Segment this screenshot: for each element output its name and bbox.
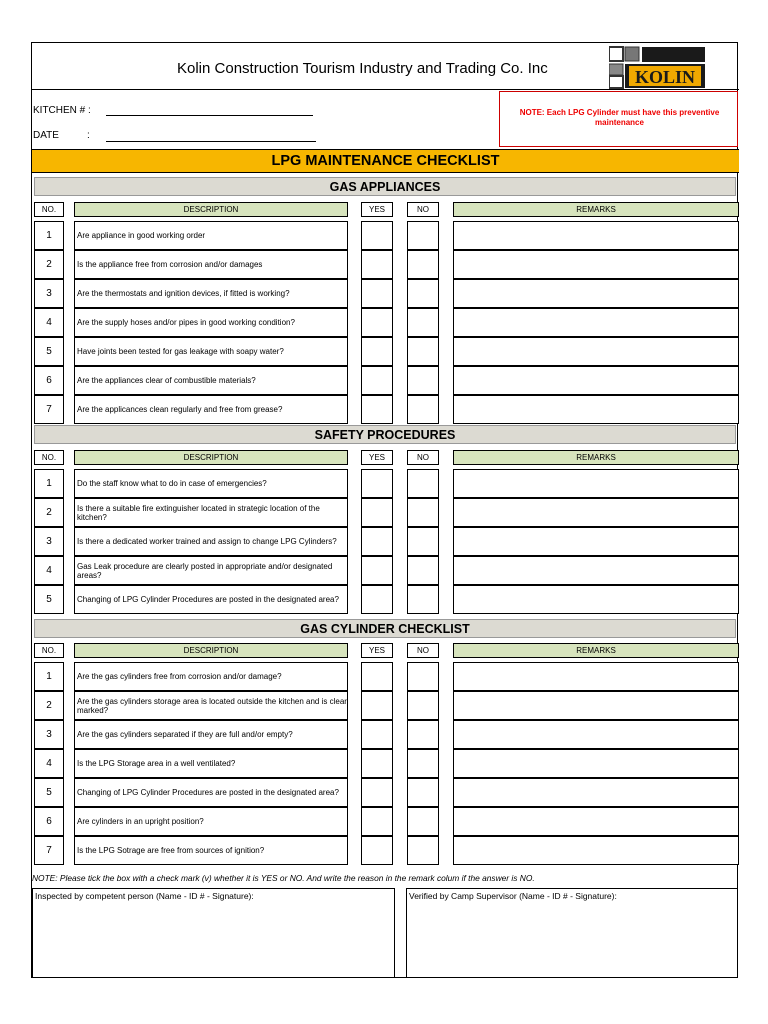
remarks-field[interactable] [453, 308, 739, 337]
row-number: 2 [34, 691, 64, 720]
no-checkbox[interactable] [407, 720, 439, 749]
remarks-field[interactable] [453, 498, 739, 527]
remarks-field[interactable] [453, 337, 739, 366]
column-header-yes: YES [361, 202, 393, 217]
no-checkbox[interactable] [407, 469, 439, 498]
row-number: 1 [34, 662, 64, 691]
kolin-logo-icon [609, 46, 705, 90]
row-number: 3 [34, 720, 64, 749]
remarks-field[interactable] [453, 749, 739, 778]
yes-checkbox[interactable] [361, 585, 393, 614]
yes-checkbox[interactable] [361, 498, 393, 527]
row-number: 4 [34, 556, 64, 585]
section-title-gas-cylinder: GAS CYLINDER CHECKLIST [34, 619, 736, 638]
no-checkbox[interactable] [407, 836, 439, 865]
section-title-gas-appliances: GAS APPLIANCES [34, 177, 736, 196]
yes-checkbox[interactable] [361, 337, 393, 366]
no-checkbox[interactable] [407, 807, 439, 836]
no-checkbox[interactable] [407, 778, 439, 807]
yes-checkbox[interactable] [361, 720, 393, 749]
no-checkbox[interactable] [407, 527, 439, 556]
no-checkbox[interactable] [407, 556, 439, 585]
yes-checkbox[interactable] [361, 308, 393, 337]
row-number: 4 [34, 749, 64, 778]
row-number: 3 [34, 527, 64, 556]
column-header-no: NO. [34, 450, 64, 465]
row-number: 2 [34, 498, 64, 527]
remarks-field[interactable] [453, 395, 739, 424]
column-header-no-answer: NO [407, 643, 439, 658]
remarks-field[interactable] [453, 585, 739, 614]
kitchen-field[interactable] [106, 115, 313, 116]
row-number: 2 [34, 250, 64, 279]
remarks-field[interactable] [453, 720, 739, 749]
row-number: 7 [34, 836, 64, 865]
date-label: DATE [33, 130, 59, 141]
row-number: 6 [34, 807, 64, 836]
remarks-field[interactable] [453, 279, 739, 308]
row-description: Changing of LPG Cylinder Procedures are posted in the designated area? [74, 585, 348, 614]
column-header-yes: YES [361, 643, 393, 658]
yes-checkbox[interactable] [361, 807, 393, 836]
verified-label: Verified by Camp Supervisor (Name - ID # - Signature): [409, 891, 617, 901]
row-number: 3 [34, 279, 64, 308]
remarks-field[interactable] [453, 527, 739, 556]
yes-checkbox[interactable] [361, 556, 393, 585]
row-number: 5 [34, 778, 64, 807]
row-description: Are the thermostats and ignition devices, if fitted is working? [74, 279, 348, 308]
company-header [32, 43, 739, 90]
row-description: Are the appliances clear of combustible materials? [74, 366, 348, 395]
row-number: 4 [34, 308, 64, 337]
inspected-signature-box[interactable] [32, 888, 395, 978]
row-number: 7 [34, 395, 64, 424]
no-checkbox[interactable] [407, 366, 439, 395]
remarks-field[interactable] [453, 836, 739, 865]
date-colon: : [87, 130, 90, 141]
inspected-label: Inspected by competent person (Name - ID # - Signature): [35, 891, 254, 901]
column-header-description: DESCRIPTION [74, 202, 348, 217]
column-header-no-answer: NO [407, 202, 439, 217]
column-header-yes: YES [361, 450, 393, 465]
yes-checkbox[interactable] [361, 279, 393, 308]
remarks-field[interactable] [453, 778, 739, 807]
yes-checkbox[interactable] [361, 469, 393, 498]
row-description: Are the supply hoses and/or pipes in good working condition? [74, 308, 348, 337]
row-description: Are cylinders in an upright position? [74, 807, 348, 836]
date-field[interactable] [106, 141, 316, 142]
row-description: Do the staff know what to do in case of emergencies? [74, 469, 348, 498]
remarks-field[interactable] [453, 662, 739, 691]
yes-checkbox[interactable] [361, 662, 393, 691]
row-description: Is there a suitable fire extinguisher located in strategic location of the kitchen? [74, 498, 348, 527]
row-number: 5 [34, 585, 64, 614]
row-description: Are the applicances clean regularly and free from grease? [74, 395, 348, 424]
yes-checkbox[interactable] [361, 221, 393, 250]
column-header-no: NO. [34, 643, 64, 658]
no-checkbox[interactable] [407, 221, 439, 250]
row-description: Are the gas cylinders free from corrosion and/or damage? [74, 662, 348, 691]
yes-checkbox[interactable] [361, 395, 393, 424]
remarks-field[interactable] [453, 807, 739, 836]
yes-checkbox[interactable] [361, 366, 393, 395]
yes-checkbox[interactable] [361, 691, 393, 720]
row-number: 1 [34, 221, 64, 250]
no-checkbox[interactable] [407, 250, 439, 279]
kitchen-label: KITCHEN # : [33, 105, 91, 116]
row-description: Changing of LPG Cylinder Procedures are posted in the designated area? [74, 778, 348, 807]
remarks-field[interactable] [453, 221, 739, 250]
column-header-remarks: REMARKS [453, 202, 739, 217]
column-header-description: DESCRIPTION [74, 450, 348, 465]
column-header-description: DESCRIPTION [74, 643, 348, 658]
row-description: Are the gas cylinders separated if they are full and/or empty? [74, 720, 348, 749]
no-checkbox[interactable] [407, 749, 439, 778]
no-checkbox[interactable] [407, 337, 439, 366]
no-checkbox[interactable] [407, 662, 439, 691]
yes-checkbox[interactable] [361, 836, 393, 865]
row-number: 5 [34, 337, 64, 366]
no-checkbox[interactable] [407, 308, 439, 337]
row-description: Are the gas cylinders storage area is located outside the kitchen and is clear marked? [74, 691, 348, 720]
checklist-title: LPG MAINTENANCE CHECKLIST [32, 149, 739, 173]
no-checkbox[interactable] [407, 395, 439, 424]
row-description: Gas Leak procedure are clearly posted in appropriate and/or designated areas? [74, 556, 348, 585]
row-description: Are appliance in good working order [74, 221, 348, 250]
no-checkbox[interactable] [407, 691, 439, 720]
maintenance-note-box [499, 91, 738, 147]
row-description: Have joints been tested for gas leakage with soapy water? [74, 337, 348, 366]
yes-checkbox[interactable] [361, 778, 393, 807]
instruction-note: NOTE: Please tick the box with a check mark (v) whether it is YES or NO. And write the reason in the remark colum if the answer is NO. [32, 873, 535, 883]
checklist-form [31, 42, 738, 978]
no-checkbox[interactable] [407, 279, 439, 308]
row-description: Is the appliance free from corrosion and/or damages [74, 250, 348, 279]
remarks-field[interactable] [453, 469, 739, 498]
row-description: Is the LPG Sotrage are free from sources of ignition? [74, 836, 348, 865]
row-description: Is the LPG Storage area in a well ventilated? [74, 749, 348, 778]
maintenance-note: NOTE: Each LPG Cylinder must have this preventive maintenance [519, 108, 720, 127]
row-description: Is there a dedicated worker trained and assign to change LPG Cylinders? [74, 527, 348, 556]
section-title-safety-procedures: SAFETY PROCEDURES [34, 425, 736, 444]
row-number: 6 [34, 366, 64, 395]
remarks-field[interactable] [453, 556, 739, 585]
column-header-remarks: REMARKS [453, 643, 739, 658]
remarks-field[interactable] [453, 366, 739, 395]
row-number: 1 [34, 469, 64, 498]
column-header-no-answer: NO [407, 450, 439, 465]
yes-checkbox[interactable] [361, 749, 393, 778]
column-header-remarks: REMARKS [453, 450, 739, 465]
remarks-field[interactable] [453, 691, 739, 720]
no-checkbox[interactable] [407, 498, 439, 527]
verified-signature-box[interactable] [406, 888, 738, 978]
svg-text:KOLIN: KOLIN [634, 67, 696, 87]
no-checkbox[interactable] [407, 585, 439, 614]
column-header-no: NO. [34, 202, 64, 217]
company-name: Kolin Construction Tourism Industry and Trading Co. Inc [177, 60, 548, 77]
remarks-field[interactable] [453, 250, 739, 279]
yes-checkbox[interactable] [361, 527, 393, 556]
yes-checkbox[interactable] [361, 250, 393, 279]
